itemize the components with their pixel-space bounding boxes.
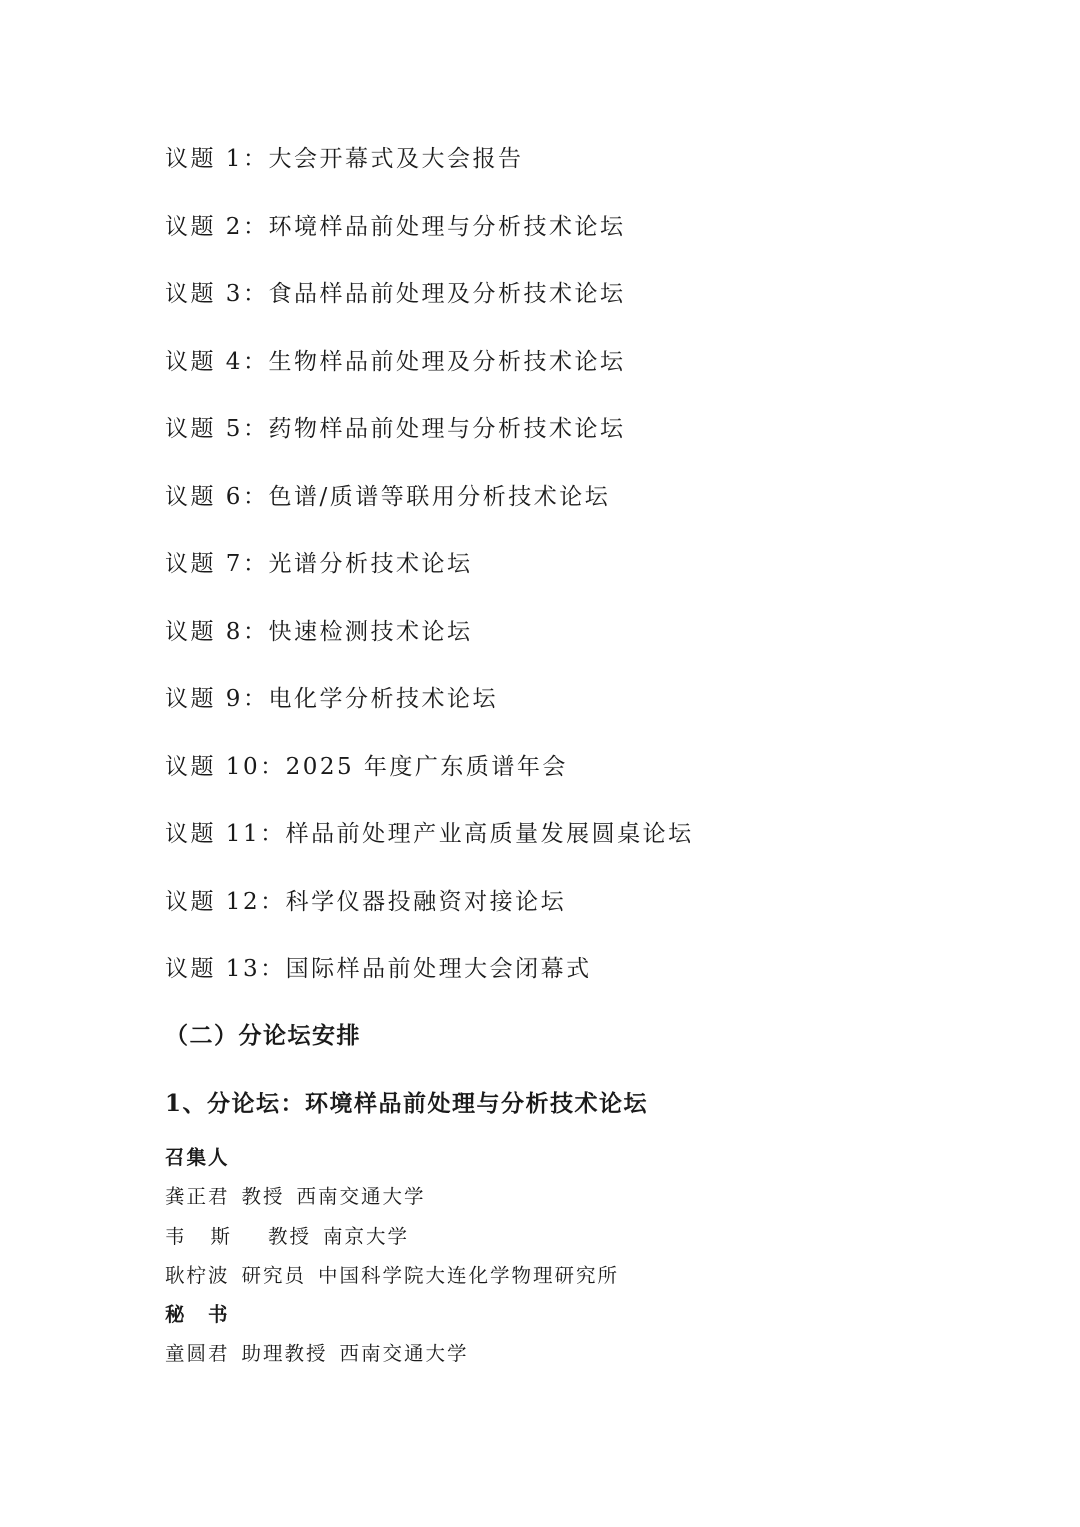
topic-text: 色谱/质谱等联用分析技术论坛 (268, 483, 611, 510)
topic-item (165, 611, 694, 679)
topic-item (165, 746, 694, 814)
topic-text: 快速检测技术论坛 (268, 618, 473, 645)
forum-personnel (165, 1138, 619, 1374)
topic-item (165, 273, 694, 341)
topic-label: 议题 4： (165, 348, 269, 375)
topic-item (165, 543, 694, 611)
topic-text: 电化学分析技术论坛 (268, 686, 498, 712)
topic-text: 光谱分析技术论坛 (268, 551, 473, 577)
topic-item (165, 948, 694, 1016)
person-title: 研究员 (241, 1263, 307, 1287)
topic-text: 环境样品前处理与分析技术论坛 (268, 213, 626, 240)
topic-label: 议题 6： (165, 483, 269, 510)
topic-text: 药物样品前处理与分析技术论坛 (268, 416, 626, 442)
topic-text: 食品样品前处理及分析技术论坛 (268, 281, 626, 307)
topic-text: 生物样品前处理及分析技术论坛 (268, 348, 626, 375)
topic-text: 样品前处理产业高质量发展圆桌论坛 (285, 821, 694, 847)
topic-item (165, 678, 694, 746)
person-name: 韦斯 (165, 1224, 257, 1248)
topic-item (165, 813, 694, 881)
convener-entry (165, 1217, 619, 1256)
topic-text: 2025 年度广东质谱年会 (285, 753, 568, 780)
convener-heading: 召集人 (165, 1146, 230, 1169)
section-heading: （二）分论坛安排 (165, 1022, 361, 1049)
person-affiliation: 西南交通大学 (339, 1342, 469, 1366)
person-name: 龚正君 (165, 1185, 230, 1209)
topic-text: 国际样品前处理大会闭幕式 (285, 956, 592, 982)
topic-label: 议题 9： (165, 686, 269, 712)
person-affiliation: 西南交通大学 (296, 1185, 426, 1209)
forum-title: 1、分论坛：环境样品前处理与分析技术论坛 (165, 1090, 649, 1117)
topic-label: 议题 3： (165, 281, 269, 307)
topic-label: 议题 12： (165, 888, 286, 915)
topic-list (165, 138, 694, 1016)
topic-label: 议题 7： (165, 551, 269, 577)
topic-item (165, 138, 694, 206)
document-page (165, 0, 1025, 1527)
topic-label: 议题 1： (165, 146, 269, 172)
topic-label: 议题 8： (165, 618, 269, 645)
topic-item (165, 341, 694, 409)
person-title: 助理教授 (241, 1342, 328, 1366)
topic-item (165, 206, 694, 274)
convener-entry (165, 1177, 619, 1216)
topic-item (165, 408, 694, 476)
person-name: 童圆君 (165, 1342, 230, 1366)
person-affiliation: 中国科学院大连化学物理研究所 (318, 1263, 620, 1287)
topic-text: 科学仪器投融资对接论坛 (285, 888, 567, 915)
person-title: 教授 (268, 1224, 312, 1248)
secretary-heading: 秘 书 (165, 1303, 230, 1327)
person-title: 教授 (241, 1185, 285, 1209)
topic-label: 议题 11： (165, 821, 286, 847)
convener-entry (165, 1256, 619, 1295)
topic-item (165, 881, 694, 949)
person-name: 耿柠波 (165, 1263, 230, 1287)
person-affiliation: 南京大学 (323, 1224, 410, 1248)
topic-label: 议题 5： (165, 416, 269, 442)
topic-label: 议题 10： (165, 753, 286, 780)
secretary-entry (165, 1334, 619, 1373)
topic-label: 议题 13： (165, 956, 286, 982)
topic-text: 大会开幕式及大会报告 (268, 146, 524, 172)
topic-item (165, 476, 694, 544)
topic-label: 议题 2： (165, 213, 269, 240)
